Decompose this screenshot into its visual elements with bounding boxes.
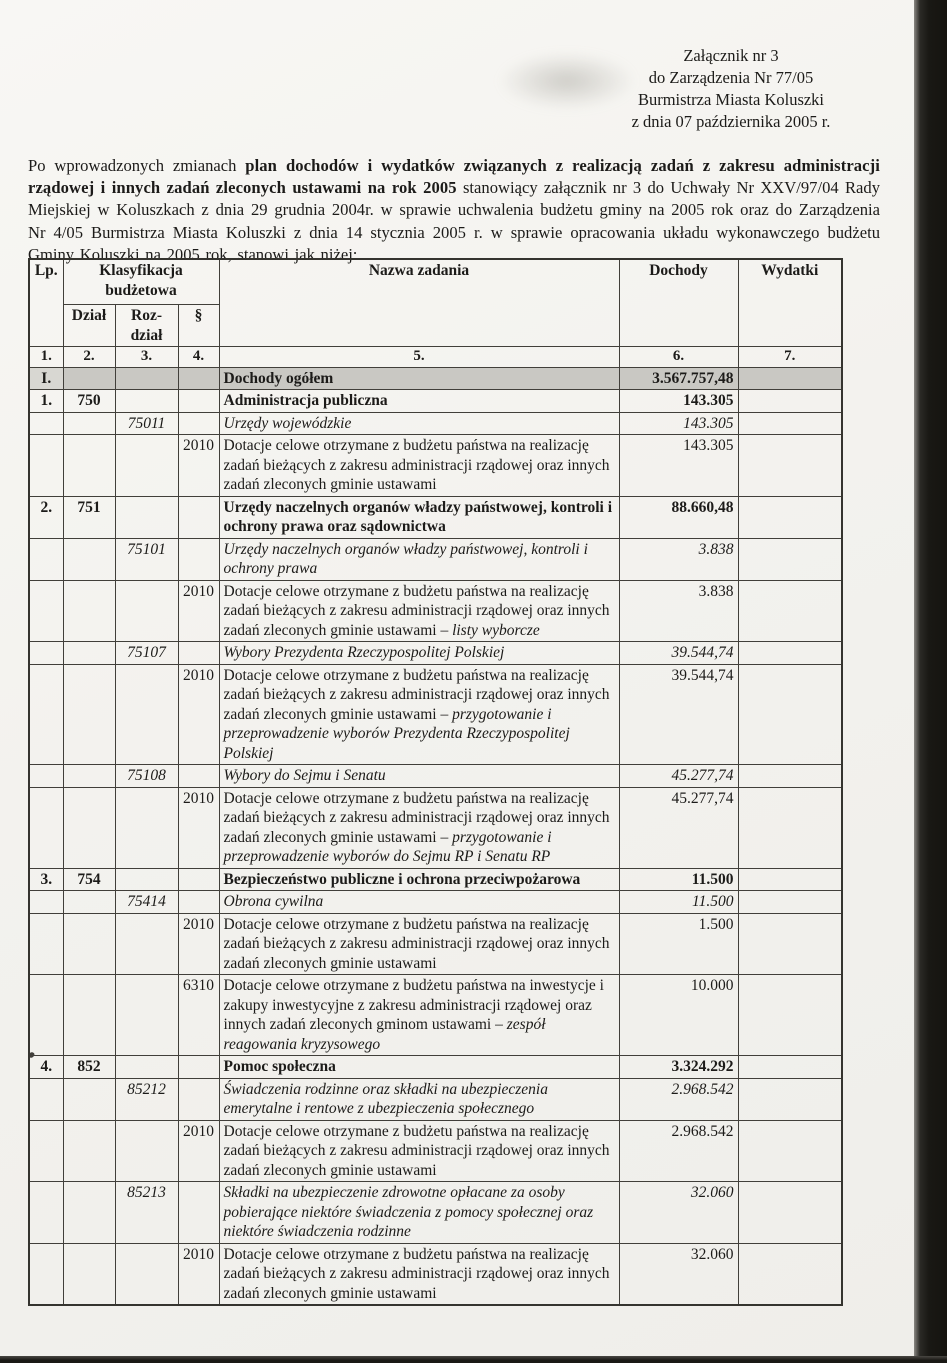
cell-task-name: Dochody ogółem (219, 367, 619, 390)
cell-dochody: 11.500 (619, 868, 738, 891)
cell-wydatki (738, 1056, 842, 1079)
table-row (29, 1120, 842, 1182)
col-header-wydatki: Wydatki (738, 259, 842, 347)
table-row (29, 435, 842, 497)
table-row (29, 1182, 842, 1244)
cell-wydatki (738, 975, 842, 1056)
cell-paragraf (178, 868, 219, 891)
cell-task-name: Dotacje celowe otrzymane z budżetu państwa na inwestycje i zakupy inwestycyjne z zakresu administracji rządowej oraz innych zadań zleconych gminom ustawami – zespół reagowania kryzysowego (219, 975, 619, 1056)
attachment-line: do Zarządzenia Nr 77/05 (648, 68, 814, 87)
cell-task-name: Obrona cywilna (219, 891, 619, 914)
table-row (29, 642, 842, 665)
cell-paragraf (178, 642, 219, 665)
cell-lp (29, 435, 63, 497)
cell-wydatki (738, 642, 842, 665)
cell-task-name: Dotacje celowe otrzymane z budżetu państwa na realizację zadań bieżących z zakresu administracji rządowej oraz innych zadań zleconych gminie ustawami (219, 435, 619, 497)
col-header-dzial: Dział (63, 305, 115, 347)
column-number: 5. (219, 347, 619, 368)
table-row (29, 1243, 842, 1305)
cell-task-name: Dotacje celowe otrzymane z budżetu państwa na realizację zadań bieżących z zakresu administracji rządowej oraz innych zadań zleconych gminie ustawami (219, 1120, 619, 1182)
cell-task-name: Wybory Prezydenta Rzeczypospolitej Polskiej (219, 642, 619, 665)
cell-dzial (63, 412, 115, 435)
column-number: 2. (63, 347, 115, 368)
table-row (29, 913, 842, 975)
cell-rozdzial (115, 975, 178, 1056)
cell-wydatki (738, 765, 842, 788)
cell-paragraf: 2010 (178, 580, 219, 642)
cell-task-name: Dotacje celowe otrzymane z budżetu państwa na realizację zadań bieżących z zakresu administracji rządowej oraz innych zadań zleconych gminie ustawami – listy wyborcze (219, 580, 619, 642)
cell-dzial (63, 975, 115, 1056)
cell-paragraf: 2010 (178, 435, 219, 497)
scanner-edge-bottom (0, 1356, 947, 1363)
cell-paragraf (178, 412, 219, 435)
task-name-italic-suffix: – zespół reagowania kryzysowego (223, 1016, 546, 1053)
cell-wydatki (738, 538, 842, 580)
cell-rozdzial: 75108 (115, 765, 178, 788)
cell-dochody: 143.305 (619, 435, 738, 497)
task-name-italic-suffix: – listy wyborcze (436, 621, 540, 639)
table-body (29, 367, 842, 1305)
table-row (29, 367, 842, 390)
cell-wydatki (738, 891, 842, 914)
cell-lp (29, 975, 63, 1056)
cell-rozdzial (115, 787, 178, 868)
table-row (29, 496, 842, 538)
cell-lp (29, 1120, 63, 1182)
attachment-line: Burmistrza Miasta Koluszki (637, 90, 825, 109)
cell-rozdzial (115, 435, 178, 497)
cell-dzial (63, 891, 115, 914)
cell-lp: 1. (29, 390, 63, 413)
cell-lp (29, 642, 63, 665)
column-number: 1. (29, 347, 63, 368)
table-row (29, 765, 842, 788)
cell-paragraf: 2010 (178, 664, 219, 765)
cell-rozdzial: 85212 (115, 1078, 178, 1120)
cell-rozdzial (115, 580, 178, 642)
scanner-edge-right (914, 0, 947, 1363)
cell-wydatki (738, 367, 842, 390)
col-header-paragraf: § (178, 305, 219, 347)
cell-dochody: 2.968.542 (619, 1078, 738, 1120)
cell-rozdzial (115, 868, 178, 891)
cell-lp (29, 891, 63, 914)
cell-dzial (63, 664, 115, 765)
cell-lp (29, 913, 63, 975)
column-number: 7. (738, 347, 842, 368)
column-numbers-row (29, 347, 842, 368)
cell-task-name: Dotacje celowe otrzymane z budżetu państwa na realizację zadań bieżących z zakresu administracji rządowej oraz innych zadań zleconych gminie ustawami – przygotowanie i przeprowadzenie wyborów Prezydenta Rzeczypospolitej Polskiej (219, 664, 619, 765)
cell-task-name: Świadczenia rodzinne oraz składki na ubezpieczenia emerytalne i rentowe z ubezpieczenia społecznego (219, 1078, 619, 1120)
table-row (29, 891, 842, 914)
cell-rozdzial (115, 913, 178, 975)
cell-dzial (63, 1243, 115, 1305)
cell-paragraf: 2010 (178, 913, 219, 975)
table-row (29, 390, 842, 413)
cell-wydatki (738, 787, 842, 868)
col-header-lp: Lp. (29, 259, 63, 347)
cell-dochody: 32.060 (619, 1182, 738, 1244)
cell-rozdzial (115, 1120, 178, 1182)
table-row (29, 868, 842, 891)
cell-lp (29, 1243, 63, 1305)
cell-paragraf: 6310 (178, 975, 219, 1056)
cell-dochody: 3.567.757,48 (619, 367, 738, 390)
cell-task-name: Składki na ubezpieczenie zdrowotne opłacane za osoby pobierające niektóre świadczenia z pomocy społecznej oraz niektóre świadczenia rodzinne (219, 1182, 619, 1244)
cell-lp (29, 765, 63, 788)
cell-dochody: 88.660,48 (619, 496, 738, 538)
table-row (29, 975, 842, 1056)
cell-dochody: 3.324.292 (619, 1056, 738, 1079)
cell-dzial (63, 787, 115, 868)
table-header-row (29, 259, 842, 305)
table-row (29, 1078, 842, 1120)
table-row (29, 412, 842, 435)
cell-paragraf: 2010 (178, 787, 219, 868)
cell-lp (29, 787, 63, 868)
cell-task-name: Urzędy naczelnych organów władzy państwowej, kontroli i ochrony prawa (219, 538, 619, 580)
cell-dochody: 143.305 (619, 412, 738, 435)
cell-rozdzial (115, 496, 178, 538)
column-number: 6. (619, 347, 738, 368)
intro-text-bold: plan dochodów i wydatków związanych z realizacją zadań z zakresu administracji rządowej i innych zadań zleconych ustawami na rok 2005 (28, 155, 880, 197)
cell-dochody: 32.060 (619, 1243, 738, 1305)
cell-rozdzial: 75414 (115, 891, 178, 914)
cell-paragraf (178, 390, 219, 413)
cell-dochody: 10.000 (619, 975, 738, 1056)
cell-wydatki (738, 1120, 842, 1182)
cell-dzial: 751 (63, 496, 115, 538)
cell-dochody: 2.968.542 (619, 1120, 738, 1182)
col-header-rozdzial: Roz-dział (115, 305, 178, 347)
cell-rozdzial (115, 367, 178, 390)
column-number: 4. (178, 347, 219, 368)
table-row (29, 1056, 842, 1079)
cell-paragraf (178, 538, 219, 580)
cell-paragraf (178, 891, 219, 914)
cell-dzial: 852 (63, 1056, 115, 1079)
cell-wydatki (738, 664, 842, 765)
cell-lp (29, 580, 63, 642)
intro-paragraph (28, 155, 880, 267)
cell-dochody: 143.305 (619, 390, 738, 413)
cell-task-name: Urzędy naczelnych organów władzy państwowej, kontroli i ochrony prawa oraz sądownictwa (219, 496, 619, 538)
cell-dzial (63, 435, 115, 497)
table-row (29, 580, 842, 642)
cell-paragraf (178, 1078, 219, 1120)
cell-dzial: 750 (63, 390, 115, 413)
cell-dochody: 39.544,74 (619, 664, 738, 765)
cell-wydatki (738, 868, 842, 891)
cell-lp: 4. (29, 1056, 63, 1079)
cell-dzial (63, 538, 115, 580)
cell-task-name: Dotacje celowe otrzymane z budżetu państwa na realizację zadań bieżących z zakresu administracji rządowej oraz innych zadań zleconych gminie ustawami (219, 1243, 619, 1305)
attachment-line: Załącznik nr 3 (683, 46, 779, 65)
cell-dzial (63, 1078, 115, 1120)
cell-lp: 2. (29, 496, 63, 538)
cell-dochody: 45.277,74 (619, 787, 738, 868)
cell-task-name: Wybory do Sejmu i Senatu (219, 765, 619, 788)
cell-task-name: Pomoc społeczna (219, 1056, 619, 1079)
col-header-dochody: Dochody (619, 259, 738, 347)
cell-paragraf: 2010 (178, 1120, 219, 1182)
cell-dzial: 754 (63, 868, 115, 891)
cell-dzial (63, 765, 115, 788)
cell-dzial (63, 642, 115, 665)
cell-dzial (63, 580, 115, 642)
cell-task-name: Administracja publiczna (219, 390, 619, 413)
cell-wydatki (738, 580, 842, 642)
cell-wydatki (738, 390, 842, 413)
intro-text-post: stanowiący załącznik nr 3 do Uchwały Nr XXV/97/04 Rady Miejskiej w Koluszkach z dnia 29 grudnia 2004r. w sprawie uchwalenia budżetu gminy na 2005 rok oraz do Zarządzenia Nr 4/05 Burmistrza Miasta Koluszki z dnia 14 stycznia 2005 r. w sprawie opracowania układu wykonawczego budżetu Gminy Koluszki na 2005 rok, stanowi jak niżej: (28, 178, 880, 265)
cell-paragraf: 2010 (178, 1243, 219, 1305)
cell-dochody: 3.838 (619, 538, 738, 580)
cell-rozdzial (115, 390, 178, 413)
cell-rozdzial: 75011 (115, 412, 178, 435)
cell-lp (29, 1182, 63, 1244)
cell-wydatki (738, 913, 842, 975)
cell-dochody: 39.544,74 (619, 642, 738, 665)
cell-paragraf (178, 496, 219, 538)
cell-rozdzial (115, 1056, 178, 1079)
cell-lp (29, 664, 63, 765)
cell-wydatki (738, 496, 842, 538)
cell-lp (29, 412, 63, 435)
cell-paragraf (178, 1182, 219, 1244)
budget-table (28, 258, 843, 1306)
cell-dzial (63, 913, 115, 975)
cell-dochody: 45.277,74 (619, 765, 738, 788)
cell-paragraf (178, 367, 219, 390)
table-row (29, 787, 842, 868)
table-row (29, 538, 842, 580)
cell-task-name: Dotacje celowe otrzymane z budżetu państwa na realizację zadań bieżących z zakresu administracji rządowej oraz innych zadań zleconych gminie ustawami (219, 913, 619, 975)
cell-rozdzial: 85213 (115, 1182, 178, 1244)
cell-wydatki (738, 435, 842, 497)
column-number: 3. (115, 347, 178, 368)
col-header-nazwa: Nazwa zadania (219, 259, 619, 347)
cell-lp: 3. (29, 868, 63, 891)
cell-wydatki (738, 1182, 842, 1244)
cell-wydatki (738, 1078, 842, 1120)
cell-dochody: 11.500 (619, 891, 738, 914)
cell-dzial (63, 1182, 115, 1244)
cell-wydatki (738, 412, 842, 435)
table-row (29, 664, 842, 765)
cell-task-name: Bezpieczeństwo publiczne i ochrona przeciwpożarowa (219, 868, 619, 891)
cell-task-name: Dotacje celowe otrzymane z budżetu państwa na realizację zadań bieżących z zakresu administracji rządowej oraz innych zadań zleconych gminie ustawami – przygotowanie i przeprowadzenie wyborów do Sejmu RP i Senatu RP (219, 787, 619, 868)
cell-rozdzial (115, 664, 178, 765)
cell-rozdzial (115, 1243, 178, 1305)
cell-wydatki (738, 1243, 842, 1305)
task-name-italic-suffix: – przygotowanie i przeprowadzenie wyborów do Sejmu RP i Senatu RP (223, 828, 552, 865)
cell-paragraf (178, 1056, 219, 1079)
attachment-header (603, 45, 859, 133)
cell-dzial (63, 1120, 115, 1182)
cell-paragraf (178, 765, 219, 788)
intro-text-pre: Po wprowadzonych zmianach (28, 155, 246, 175)
cell-dzial (63, 367, 115, 390)
cell-rozdzial: 75107 (115, 642, 178, 665)
cell-lp (29, 1078, 63, 1120)
cell-lp (29, 538, 63, 580)
task-name-italic-suffix: – przygotowanie i przeprowadzenie wyborów Prezydenta Rzeczypospolitej Polskiej (223, 705, 570, 762)
cell-rozdzial: 75101 (115, 538, 178, 580)
cell-task-name: Urzędy wojewódzkie (219, 412, 619, 435)
cell-lp: I. (29, 367, 63, 390)
col-header-klasyfikacja: Klasyfikacja budżetowa (63, 259, 219, 305)
attachment-line: z dnia 07 października 2005 r. (631, 112, 831, 131)
cell-dochody: 3.838 (619, 580, 738, 642)
cell-dochody: 1.500 (619, 913, 738, 975)
